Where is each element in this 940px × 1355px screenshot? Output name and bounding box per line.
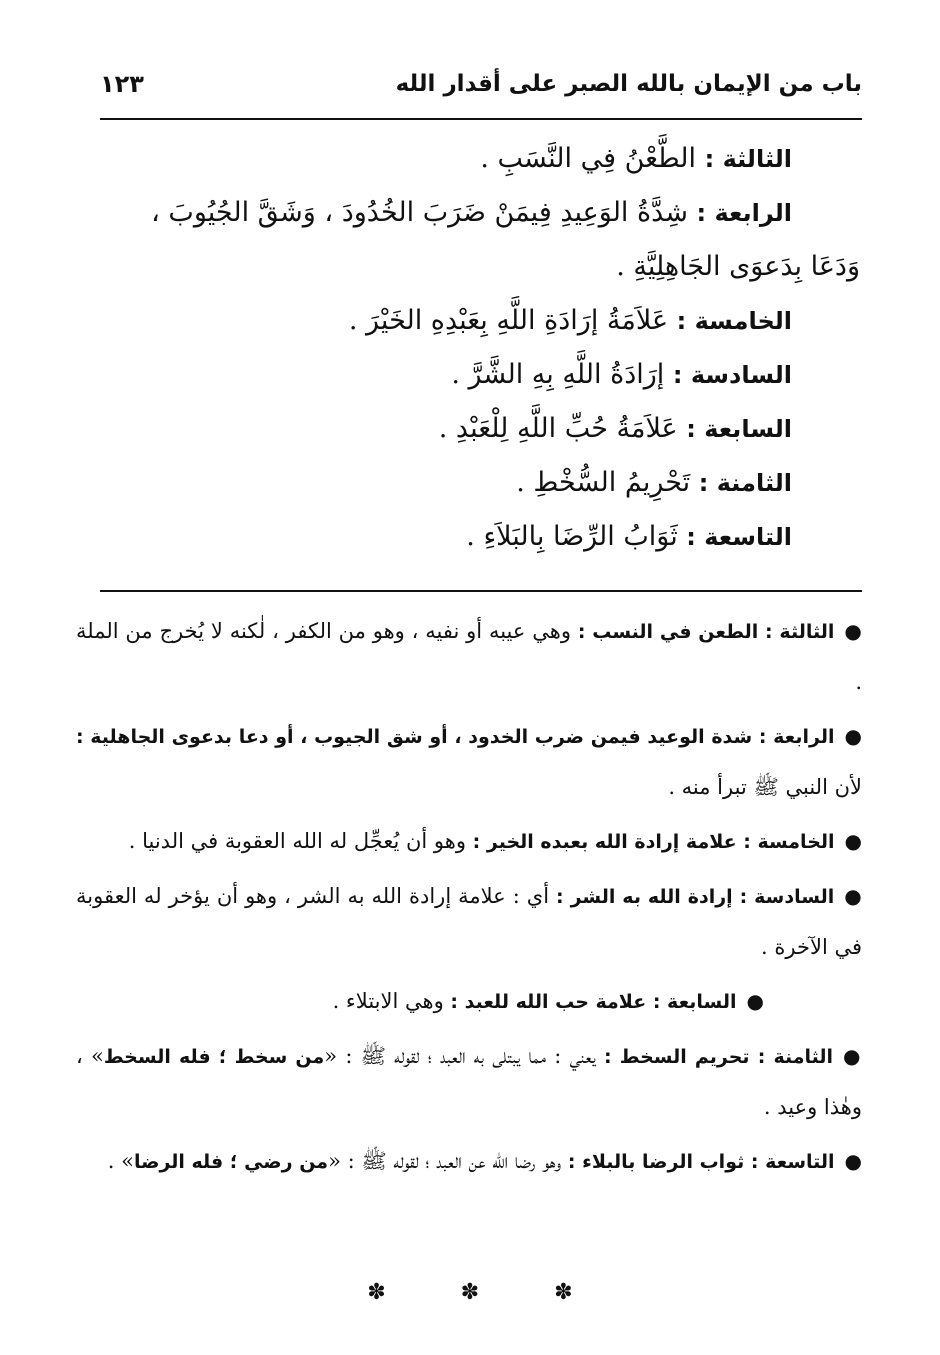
bullet-icon: ● — [844, 619, 863, 643]
commentary-paragraph — [76, 1031, 862, 1132]
matn-text: وَدَعَا بِدَعوَى الجَاهِلِيَّةِ . — [616, 251, 860, 282]
matn-line — [72, 186, 792, 240]
matn-label: السادسة : — [672, 361, 792, 389]
page-number: ١٢٣ — [100, 70, 144, 98]
matn-text: عَلاَمَةُ إرَادَةِ اللَّهِ بِعَبْدِهِ الخَيْرَ . — [348, 305, 677, 336]
matn-text: عَلاَمَةُ حُبِّ اللَّهِ لِلْعَبْدِ . — [438, 413, 687, 444]
matn-label: الخامسة : — [676, 307, 792, 335]
matn-line — [72, 240, 860, 294]
hadith-quote: من سخط ؛ فله السخط — [103, 1046, 325, 1068]
commentary-text: وهي عيبه أو نفيه ، وهو من الكفر ، لٰكنه لا يُخرج من الملة . — [76, 619, 862, 694]
running-header — [100, 60, 862, 108]
matn-text: شِدَّةُ الوَعِيدِ فِيمَنْ ضَرَبَ الخُدُودَ ، وَشَقَّ الجُيُوبَ ، — [151, 197, 697, 228]
commentary-text: يعني : مما يبتلى به العبد ؛ لقوله ﷺ : « — [324, 1044, 604, 1068]
bullet-icon: ● — [843, 1044, 863, 1068]
bullet-icon: ● — [844, 829, 862, 853]
matn-text: الطَّعْنُ فِي النَّسَبِ . — [480, 143, 705, 174]
matn-text: إرَادَةُ اللَّهِ بِهِ الشَّرَّ . — [451, 359, 673, 390]
commentary-section — [76, 606, 862, 1191]
bullet-icon: ● — [844, 884, 863, 908]
header-rule — [100, 118, 862, 120]
commentary-label: الرابعة : شدة الوعيد فيمن ضرب الخدود ، أو شق الجيوب ، أو دعا بدعوى الجاهلية : — [76, 726, 835, 748]
commentary-text: وهو أن يُعجِّل له الله العقوبة في الدنيا . — [128, 829, 473, 853]
section-rule — [100, 590, 862, 592]
running-title: باب من الإيمان بالله الصبر على أقدار الله — [395, 71, 862, 97]
commentary-label: السابعة : علامة حب الله للعبد : — [450, 991, 737, 1013]
matn-label: الرابعة : — [696, 199, 792, 227]
commentary-label: التاسعة : ثواب الرضا بالبلاء : — [567, 1151, 835, 1173]
matn-line — [72, 456, 792, 510]
matn-line — [72, 402, 792, 456]
commentary-label: السادسة : إرادة الله به الشر : — [556, 886, 835, 908]
commentary-paragraph — [76, 711, 862, 812]
commentary-text: لأن النبي ﷺ تبرأ منه . — [668, 775, 862, 799]
commentary-tail: » ، وهٰذا وعيد . — [76, 1044, 862, 1119]
commentary-paragraph — [76, 816, 862, 867]
commentary-paragraph — [76, 1136, 862, 1187]
commentary-text: وهو رضا الله عن العبد ؛ لقوله ﷺ : « — [328, 1149, 568, 1173]
commentary-paragraph — [76, 976, 862, 1027]
bullet-icon: ● — [746, 989, 764, 1013]
asterism-separator: ✽ ✽ ✽ — [367, 1280, 607, 1305]
commentary-label: الثامنة : تحريم السخط : — [604, 1046, 834, 1068]
commentary-paragraph — [76, 871, 862, 972]
bullet-icon: ● — [844, 1149, 862, 1173]
matn-line — [72, 132, 792, 186]
commentary-tail: » . — [107, 1149, 134, 1173]
commentary-paragraph — [76, 606, 862, 707]
matn-line — [72, 348, 792, 402]
matn-label: التاسعة : — [686, 523, 792, 551]
bullet-icon: ● — [844, 724, 863, 748]
matn-line — [72, 510, 792, 564]
matn-label: السابعة : — [686, 415, 792, 443]
matn-label: الثالثة : — [704, 145, 792, 173]
matn-line — [72, 294, 792, 348]
commentary-text: أي : علامة إرادة الله به الشر ، وهو أن يؤخر له العقوبة في الآخرة . — [76, 884, 862, 959]
commentary-label: الثالثة : الطعن في النسب : — [577, 621, 835, 643]
matn-section — [72, 132, 860, 564]
matn-text: تَحْرِيمُ السُّخْطِ . — [516, 467, 699, 498]
matn-text: ثَوَابُ الرِّضَا بِالبَلاَءِ . — [466, 521, 687, 552]
matn-label: الثامنة : — [698, 469, 792, 497]
commentary-text: وهي الابتلاء . — [332, 989, 451, 1013]
commentary-label: الخامسة : علامة إرادة الله بعبده الخير : — [472, 831, 835, 853]
hadith-quote: من رضي ؛ فله الرضا — [133, 1151, 329, 1173]
